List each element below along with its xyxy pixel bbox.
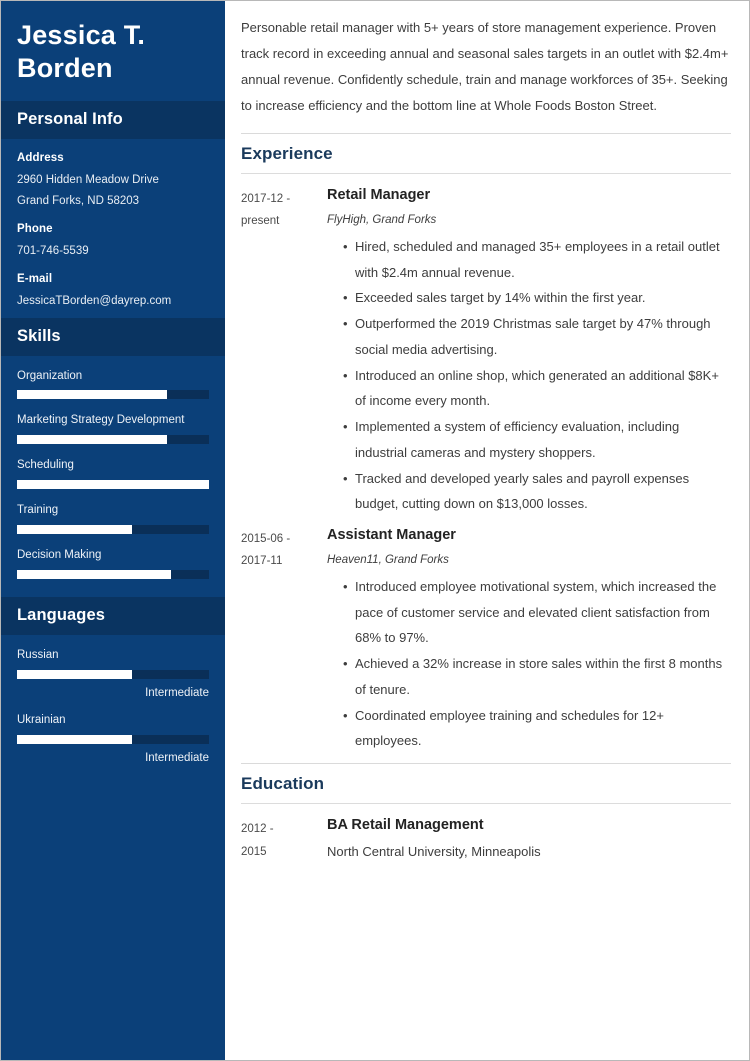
- entry-body: [327, 816, 731, 863]
- bullet-item: • Tracked and developed yearly sales and payroll expenses budget, cutting down on $13,000 losses.: [343, 466, 731, 517]
- bullet-item: • Introduced an online shop, which generated an additional $8K+ of income every month.: [343, 363, 731, 414]
- skill-bar-fill: [17, 525, 132, 534]
- school-name: North Central University, Minneapolis: [327, 843, 541, 859]
- skill-bar-fill: [17, 390, 167, 399]
- bullet-item: • Implemented a system of efficiency evaluation, including industrial cameras and mystery shoppers.: [343, 414, 731, 465]
- personal-info-body: [1, 139, 225, 318]
- bullet-item: • Introduced employee motivational system, which increased the pace of customer service and elevated client satisfaction from 68% to 97%.: [343, 574, 731, 651]
- skill-bar-track: [17, 435, 209, 444]
- experience-heading: Experience: [241, 144, 333, 163]
- education-entry: [241, 816, 731, 863]
- language-row: [17, 648, 209, 699]
- language-proficiency: Intermediate: [145, 752, 209, 765]
- candidate-name-line-2: Borden: [17, 52, 113, 83]
- skill-row: [17, 413, 209, 444]
- candidate-name-line-1: Jessica T.: [17, 20, 146, 50]
- main-content: [225, 1, 749, 1060]
- info-group-phone: [17, 223, 209, 260]
- entry-body: [327, 526, 731, 754]
- languages-heading: Languages: [1, 597, 225, 635]
- skill-label: Training: [17, 504, 59, 517]
- skill-bar-fill: [17, 435, 167, 444]
- skill-row: [17, 369, 209, 400]
- skill-bar-track: [17, 525, 209, 534]
- skills-heading: Skills: [1, 318, 225, 356]
- experience-entry: [241, 186, 731, 517]
- entry-bullets: [327, 574, 731, 754]
- info-label: Address: [17, 151, 64, 164]
- bullet-item: • Coordinated employee training and schedules for 12+ employees.: [343, 703, 731, 754]
- skill-bar-track: [17, 480, 209, 489]
- bullet-item: • Exceeded sales target by 14% within the first year.: [343, 285, 731, 311]
- entry-company: FlyHigh, Grand Forks: [327, 213, 437, 226]
- info-label: E-mail: [17, 273, 53, 286]
- info-value: 2960 Hidden Meadow Drive: [17, 173, 159, 186]
- degree-title: BA Retail Management: [327, 817, 484, 834]
- skill-row: [17, 548, 209, 579]
- skill-bar-fill: [17, 570, 171, 579]
- experience-divider: [241, 173, 731, 174]
- skill-row: [17, 458, 209, 489]
- skill-label: Decision Making: [17, 549, 102, 562]
- entry-bullets: [327, 234, 731, 517]
- experience-end-divider: [241, 763, 731, 764]
- language-label: Ukrainian: [17, 714, 66, 727]
- experience-entry: [241, 526, 731, 754]
- sidebar: [1, 1, 225, 1060]
- entry-body: [327, 186, 731, 517]
- skill-label: Organization: [17, 369, 83, 382]
- candidate-name: [1, 1, 225, 101]
- entry-job-title: Assistant Manager: [327, 527, 456, 544]
- entry-dates: 2015-06 - 2017-11: [241, 533, 291, 568]
- education-divider: [241, 803, 731, 804]
- skill-label: Marketing Strategy Development: [17, 414, 185, 427]
- language-bar-fill: [17, 735, 132, 744]
- education-heading: Education: [241, 774, 325, 794]
- languages-body: [1, 635, 225, 782]
- skill-bar-fill: [17, 480, 209, 489]
- bullet-item: • Outperformed the 2019 Christmas sale target by 47% through social media advertising.: [343, 311, 731, 362]
- info-group-email: [17, 273, 209, 310]
- info-value-email[interactable]: JessicaTBorden@dayrep.com: [17, 295, 172, 308]
- language-proficiency: Intermediate: [145, 687, 209, 700]
- info-group-address: [17, 152, 209, 210]
- bullet-item: • Achieved a 32% increase in store sales within the first 8 months of tenure.: [343, 651, 731, 702]
- entry-dates: 2012 - 2015: [241, 823, 274, 858]
- skills-body: [1, 356, 225, 598]
- language-bar-track: [17, 670, 209, 679]
- entry-company: Heaven11, Grand Forks: [327, 553, 449, 566]
- skill-label: Scheduling: [17, 459, 74, 472]
- language-bar-fill: [17, 670, 132, 679]
- entry-job-title: Retail Manager: [327, 187, 431, 203]
- entry-dates: 2017-12 - present: [241, 193, 291, 228]
- skill-bar-track: [17, 570, 209, 579]
- info-value: Grand Forks, ND 58203: [17, 195, 140, 208]
- info-label: Phone: [17, 223, 53, 236]
- language-row: [17, 713, 209, 764]
- language-bar-track: [17, 735, 209, 744]
- bullet-item: • Hired, scheduled and managed 35+ employees in a retail outlet with $2.4m annual revenue.: [343, 234, 731, 285]
- info-value: 701-746-5539: [17, 245, 89, 258]
- summary-divider: [241, 133, 731, 134]
- skill-row: [17, 503, 209, 534]
- personal-info-heading: Personal Info: [1, 101, 225, 139]
- language-label: Russian: [17, 649, 59, 662]
- professional-summary: Personable retail manager with 5+ years of store management experience. Proven track record in exceeding annual and seasonal sales targets in an outlet with $2.4m+ annual revenue. Confidently schedule, train and manage workforces of 35+. Seeking to increase efficiency and the bottom line at Whole Foods Boston Street.: [241, 20, 729, 113]
- skill-bar-track: [17, 390, 209, 399]
